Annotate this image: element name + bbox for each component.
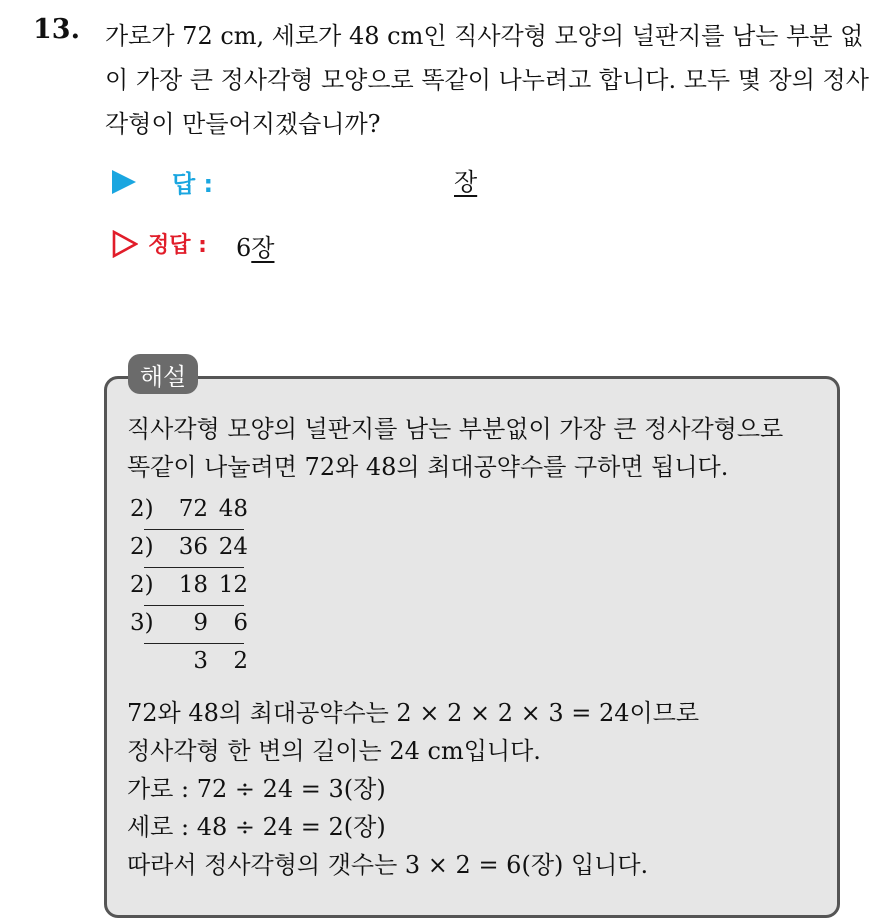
play-triangle-icon <box>112 170 136 194</box>
division-ladder <box>130 492 270 688</box>
ladder-value: 12 <box>218 572 248 598</box>
explanation-tab: 해설 <box>128 354 198 394</box>
ladder-value: 18 <box>178 572 208 598</box>
explanation-intro-line: 직사각형 모양의 널판지를 남는 부분없이 가장 큰 정사각형으로 <box>127 415 784 443</box>
ladder-value: 2 <box>233 648 248 674</box>
outline-triangle-icon <box>112 230 138 258</box>
ladder-line <box>144 567 244 568</box>
ladder-value: 72 <box>178 496 208 522</box>
ladder-line <box>144 605 244 606</box>
ladder-divisor: 2) <box>130 534 154 560</box>
ladder-value: 3 <box>193 648 208 674</box>
ladder-value: 6 <box>233 610 248 636</box>
correct-answer-number: 6 <box>236 234 252 262</box>
explanation-line: 가로 : 72 ÷ 24 = 3(장) <box>127 775 386 803</box>
ladder-value: 36 <box>178 534 208 560</box>
correct-answer-value <box>236 228 274 263</box>
ladder-value: 24 <box>218 534 248 560</box>
explanation-line: 세로 : 48 ÷ 24 = 2(장) <box>127 813 386 841</box>
ladder-divisor: 3) <box>130 610 154 636</box>
ladder-value: 48 <box>218 496 248 522</box>
answer-label: 답 : <box>172 170 214 198</box>
ladder-line <box>144 529 244 530</box>
correct-answer-unit: 장 <box>251 234 275 262</box>
ladder-line <box>144 643 244 644</box>
question-number: 13. <box>33 14 80 45</box>
ladder-divisor: 2) <box>130 496 154 522</box>
answer-unit: 장 <box>454 168 478 196</box>
explanation-body <box>127 694 827 884</box>
ladder-value: 9 <box>193 610 208 636</box>
explanation-line: 따라서 정사각형의 갯수는 3 × 2 = 6(장) 입니다. <box>127 851 649 879</box>
explanation-line: 정사각형 한 변의 길이는 24 cm입니다. <box>127 737 541 765</box>
ladder-divisor: 2) <box>130 572 154 598</box>
correct-answer-label: 정답 : <box>148 233 207 258</box>
question-text: 가로가 72 cm, 세로가 48 cm인 직사각형 모양의 널판지를 남는 부분 없이 가장 큰 정사각형 모양으로 똑같이 나누려고 합니다. 모두 몇 장의 정사각형이 만들어지겠습니까? <box>105 22 869 138</box>
explanation-intro-line: 똑같이 나눌려면 72와 48의 최대공약수를 구하면 됩니다. <box>127 453 729 481</box>
explanation-intro <box>127 410 827 486</box>
explanation-line: 72와 48의 최대공약수는 2 × 2 × 2 × 3 = 24이므로 <box>127 699 700 727</box>
